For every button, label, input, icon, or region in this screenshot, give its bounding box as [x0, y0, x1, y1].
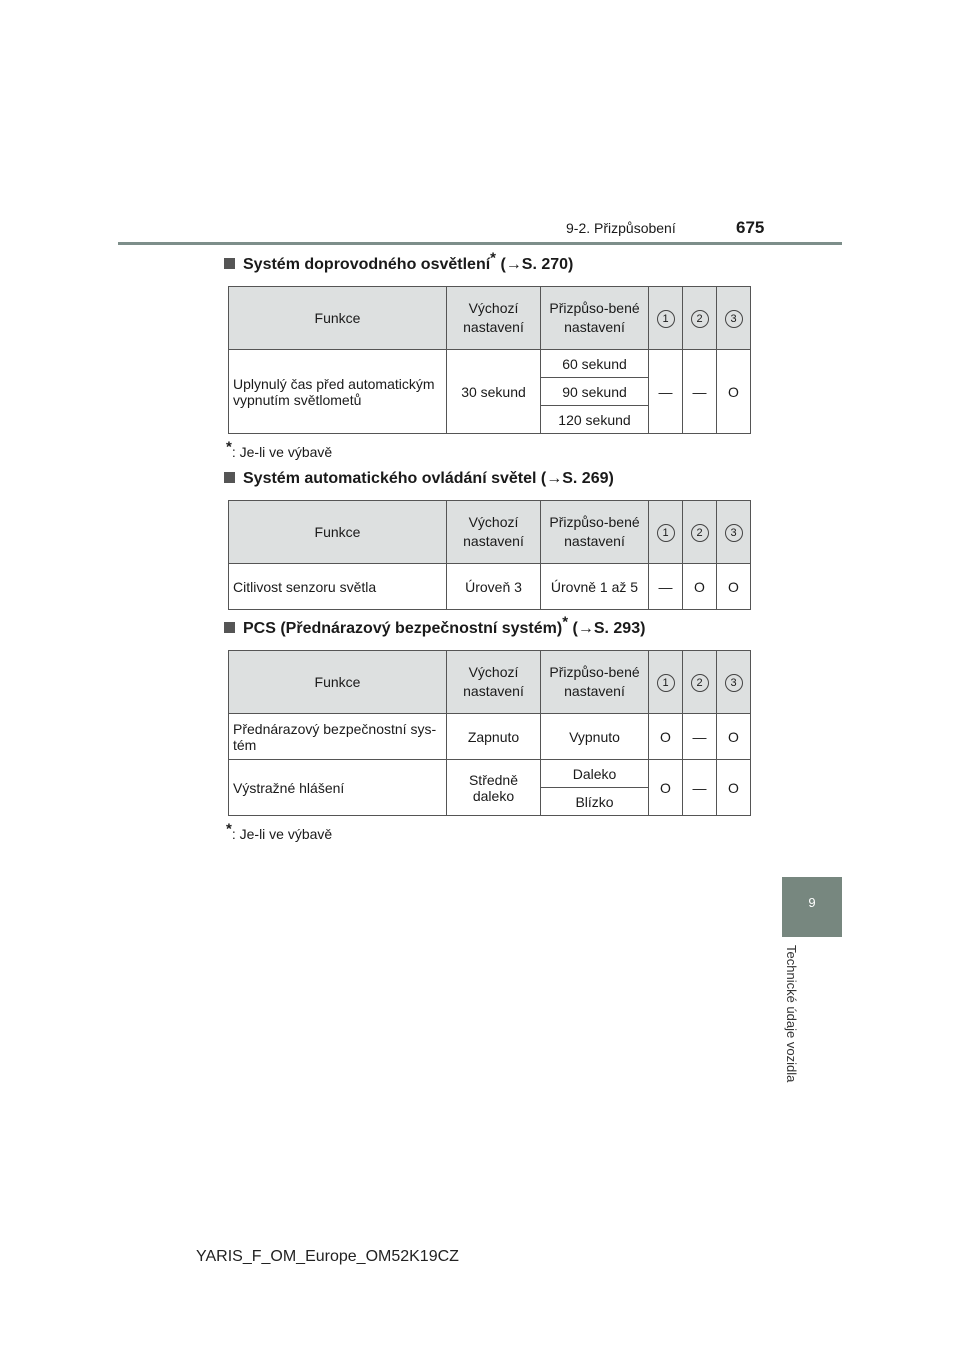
cell-mode-2: O	[683, 564, 717, 610]
section3-heading	[224, 613, 646, 638]
footnote-text: : Je-li ve výbavě	[231, 444, 333, 460]
table-header-row	[229, 287, 751, 350]
footnote-text: : Je-li ve výbavě	[231, 826, 333, 842]
cell-mode-1: —	[649, 350, 683, 434]
col-funkce: Funkce	[229, 501, 447, 564]
chapter-label	[780, 945, 810, 1105]
cell-funkce: Citlivost senzoru světla	[229, 564, 447, 610]
circled-1-icon: 1	[657, 524, 675, 542]
col-prizpusobene: Přizpůso-bené nastavení	[541, 287, 649, 350]
circled-1-icon: 1	[657, 310, 675, 328]
col-mode-2	[683, 287, 717, 350]
section1-title: Systém doprovodného osvětlení	[243, 256, 491, 273]
footer-code: YARIS_F_OM_Europe_OM52K19CZ	[196, 1248, 459, 1265]
cell-mode-1: —	[649, 564, 683, 610]
col-funkce: Funkce	[229, 287, 447, 350]
circled-1-icon: 1	[657, 674, 675, 692]
table-row	[229, 760, 751, 788]
table-header-row	[229, 501, 751, 564]
col-funkce: Funkce	[229, 651, 447, 714]
table-row	[229, 350, 751, 378]
col-mode-1	[649, 651, 683, 714]
section2-ref[interactable]: (→S. 269)	[536, 470, 614, 487]
footnote	[226, 438, 333, 460]
bullet-square-icon	[224, 258, 235, 269]
cell-option: 90 sekund	[541, 378, 649, 406]
col-prizpusobene: Přizpůso-bené nastavení	[541, 651, 649, 714]
cell-mode-1: O	[649, 714, 683, 760]
col-mode-1	[649, 287, 683, 350]
table-row	[229, 714, 751, 760]
cell-vychozi: Středně daleko	[447, 760, 541, 816]
bullet-square-icon	[224, 472, 235, 483]
chapter-tab[interactable]	[782, 877, 842, 937]
cell-mode-2: —	[683, 760, 717, 816]
col-prizpusobene: Přizpůso-bené nastavení	[541, 501, 649, 564]
col-mode-3	[717, 501, 751, 564]
cell-vychozi: Zapnuto	[447, 714, 541, 760]
cell-mode-2: —	[683, 350, 717, 434]
page-number: 675	[736, 218, 765, 237]
cell-mode-3: O	[717, 564, 751, 610]
cell-option: 120 sekund	[541, 406, 649, 434]
cell-option: 60 sekund	[541, 350, 649, 378]
cell-vychozi: 30 sekund	[447, 350, 541, 434]
cell-funkce: Uplynulý čas před automatickým vypnutím světlometů	[229, 350, 447, 434]
cell-vychozi: Úroveň 3	[447, 564, 541, 610]
circled-3-icon: 3	[725, 524, 743, 542]
chapter-title: Technické údaje vozidla	[784, 945, 799, 1083]
footnote	[226, 820, 333, 842]
col-mode-3	[717, 287, 751, 350]
cell-mode-1: O	[649, 760, 683, 816]
circled-2-icon: 2	[691, 674, 709, 692]
section3-title: PCS (Přednárazový bezpečnostní systém)	[243, 620, 563, 637]
section2-table	[228, 500, 751, 610]
table-header-row	[229, 651, 751, 714]
cell-option: Daleko	[541, 760, 649, 788]
col-mode-3	[717, 651, 751, 714]
cell-funkce: Přednárazový bezpečnostní sys-tém	[229, 714, 447, 760]
cell-mode-3: O	[717, 350, 751, 434]
chapter-number: 9	[808, 895, 816, 910]
section-title: 9-2. Přizpůsobení	[566, 220, 676, 236]
cell-option: Úrovně 1 až 5	[541, 564, 649, 610]
col-mode-2	[683, 501, 717, 564]
section1-ref[interactable]: (→S. 270)	[496, 256, 574, 273]
bullet-square-icon	[224, 622, 235, 633]
circled-2-icon: 2	[691, 524, 709, 542]
section1-table	[228, 286, 751, 434]
circled-3-icon: 3	[725, 310, 743, 328]
cell-funkce: Výstražné hlášení	[229, 760, 447, 816]
table-row	[229, 564, 751, 610]
col-vychozi: Výchozí nastavení	[447, 287, 541, 350]
section2-title: Systém automatického ovládání světel	[243, 470, 537, 487]
cell-mode-2: —	[683, 714, 717, 760]
col-vychozi: Výchozí nastavení	[447, 501, 541, 564]
cell-mode-3: O	[717, 714, 751, 760]
asterisk: *	[562, 613, 569, 631]
section1-heading	[224, 249, 574, 274]
cell-mode-3: O	[717, 760, 751, 816]
section3-table	[228, 650, 751, 816]
col-vychozi: Výchozí nastavení	[447, 651, 541, 714]
asterisk: *	[226, 438, 232, 456]
circled-3-icon: 3	[725, 674, 743, 692]
col-mode-2	[683, 651, 717, 714]
header-rule	[118, 242, 842, 245]
col-mode-1	[649, 501, 683, 564]
asterisk: *	[226, 820, 232, 838]
section2-heading	[224, 470, 614, 488]
asterisk: *	[490, 249, 496, 267]
section3-ref[interactable]: (→S. 293)	[568, 620, 646, 637]
circled-2-icon: 2	[691, 310, 709, 328]
cell-option: Vypnuto	[541, 714, 649, 760]
cell-option: Blízko	[541, 788, 649, 816]
